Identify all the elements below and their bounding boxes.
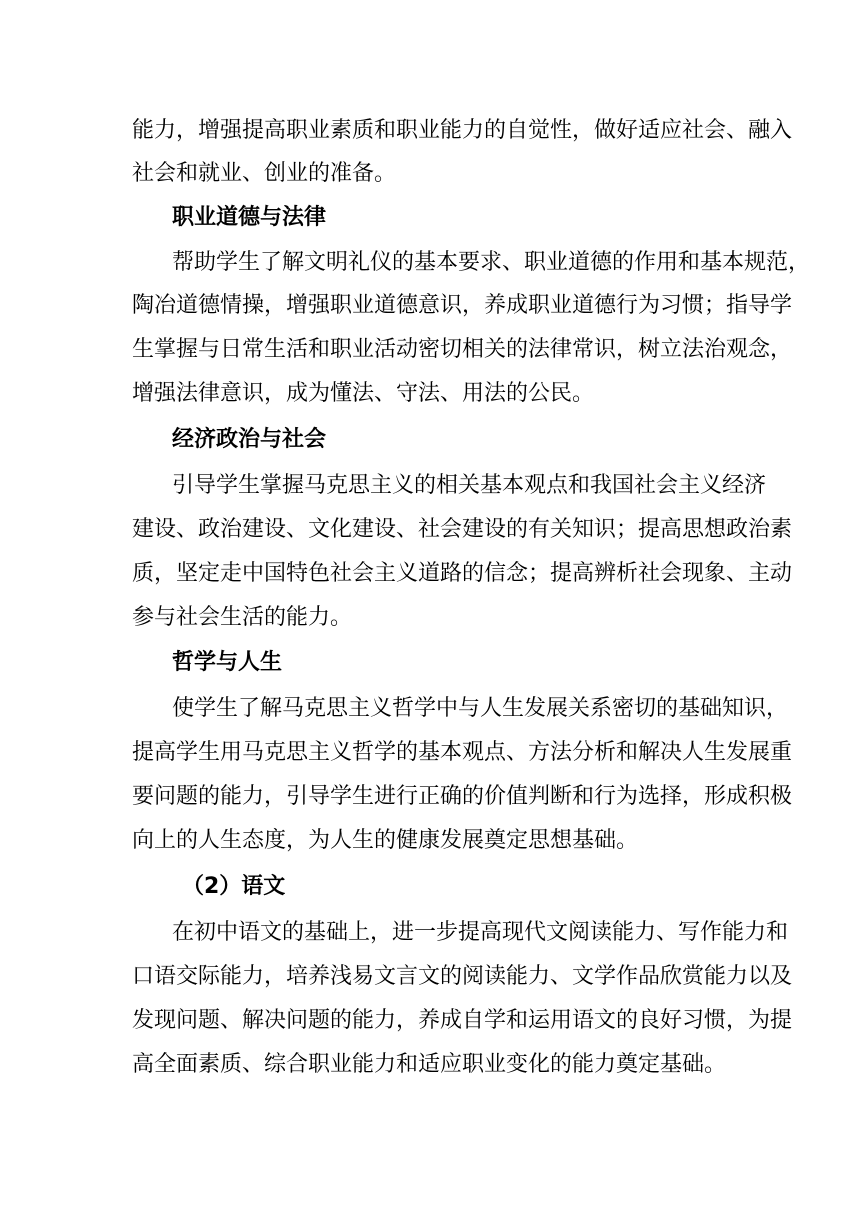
paragraph-line: 增强法律意识，成为懂法、守法、用法的公民。 [132, 381, 595, 406]
section-heading: 职业道德与法律 [172, 205, 327, 230]
paragraph-line: 向上的人生态度，为人生的健康发展奠定思想基础。 [132, 828, 639, 853]
paragraph-line: 要问题的能力，引导学生进行正确的价值判断和行为选择，形成积极 [132, 784, 793, 809]
paragraph-line: 生掌握与日常生活和职业活动密切相关的法律常识，树立法治观念， [132, 337, 793, 362]
paragraph-line: 建设、政治建设、文化建设、社会建设的有关知识；提高思想政治素 [132, 517, 793, 542]
section-heading: 哲学与人生 [172, 650, 283, 675]
paragraph-line: 在初中语文的基础上，进一步提高现代文阅读能力、写作能力和 [172, 920, 789, 945]
paragraph-line: 陶冶道德情操，增强职业道德意识，养成职业道德行为习惯；指导学 [132, 293, 793, 318]
paragraph-line: 参与社会生活的能力。 [132, 605, 353, 630]
section-heading: 经济政治与社会 [172, 427, 327, 452]
paragraph-line: 能力，增强提高职业素质和职业能力的自觉性，做好适应社会、融入 [132, 118, 793, 143]
paragraph-line: 发现问题、解决问题的能力，养成自学和运用语文的良好习惯，为提 [132, 1008, 793, 1033]
paragraph-line: 提高学生用马克思主义哲学的基本观点、方法分析和解决人生发展重 [132, 740, 793, 765]
section-heading: （2）语文 [182, 874, 286, 899]
paragraph-line: 社会和就业、创业的准备。 [132, 161, 397, 186]
paragraph-line: 使学生了解马克思主义哲学中与人生发展关系密切的基础知识， [172, 696, 789, 721]
paragraph-line: 帮助学生了解文明礼仪的基本要求、职业道德的作用和基本规范， [172, 250, 811, 275]
paragraph-line: 高全面素质、综合职业能力和适应职业变化的能力奠定基础。 [132, 1052, 727, 1077]
paragraph-line: 口语交际能力，培养浅易文言文的阅读能力、文学作品欣赏能力以及 [132, 964, 793, 989]
paragraph-line: 引导学生掌握马克思主义的相关基本观点和我国社会主义经济 [172, 473, 767, 498]
paragraph-line: 质，坚定走中国特色社会主义道路的信念；提高辨析社会现象、主动 [132, 561, 793, 586]
